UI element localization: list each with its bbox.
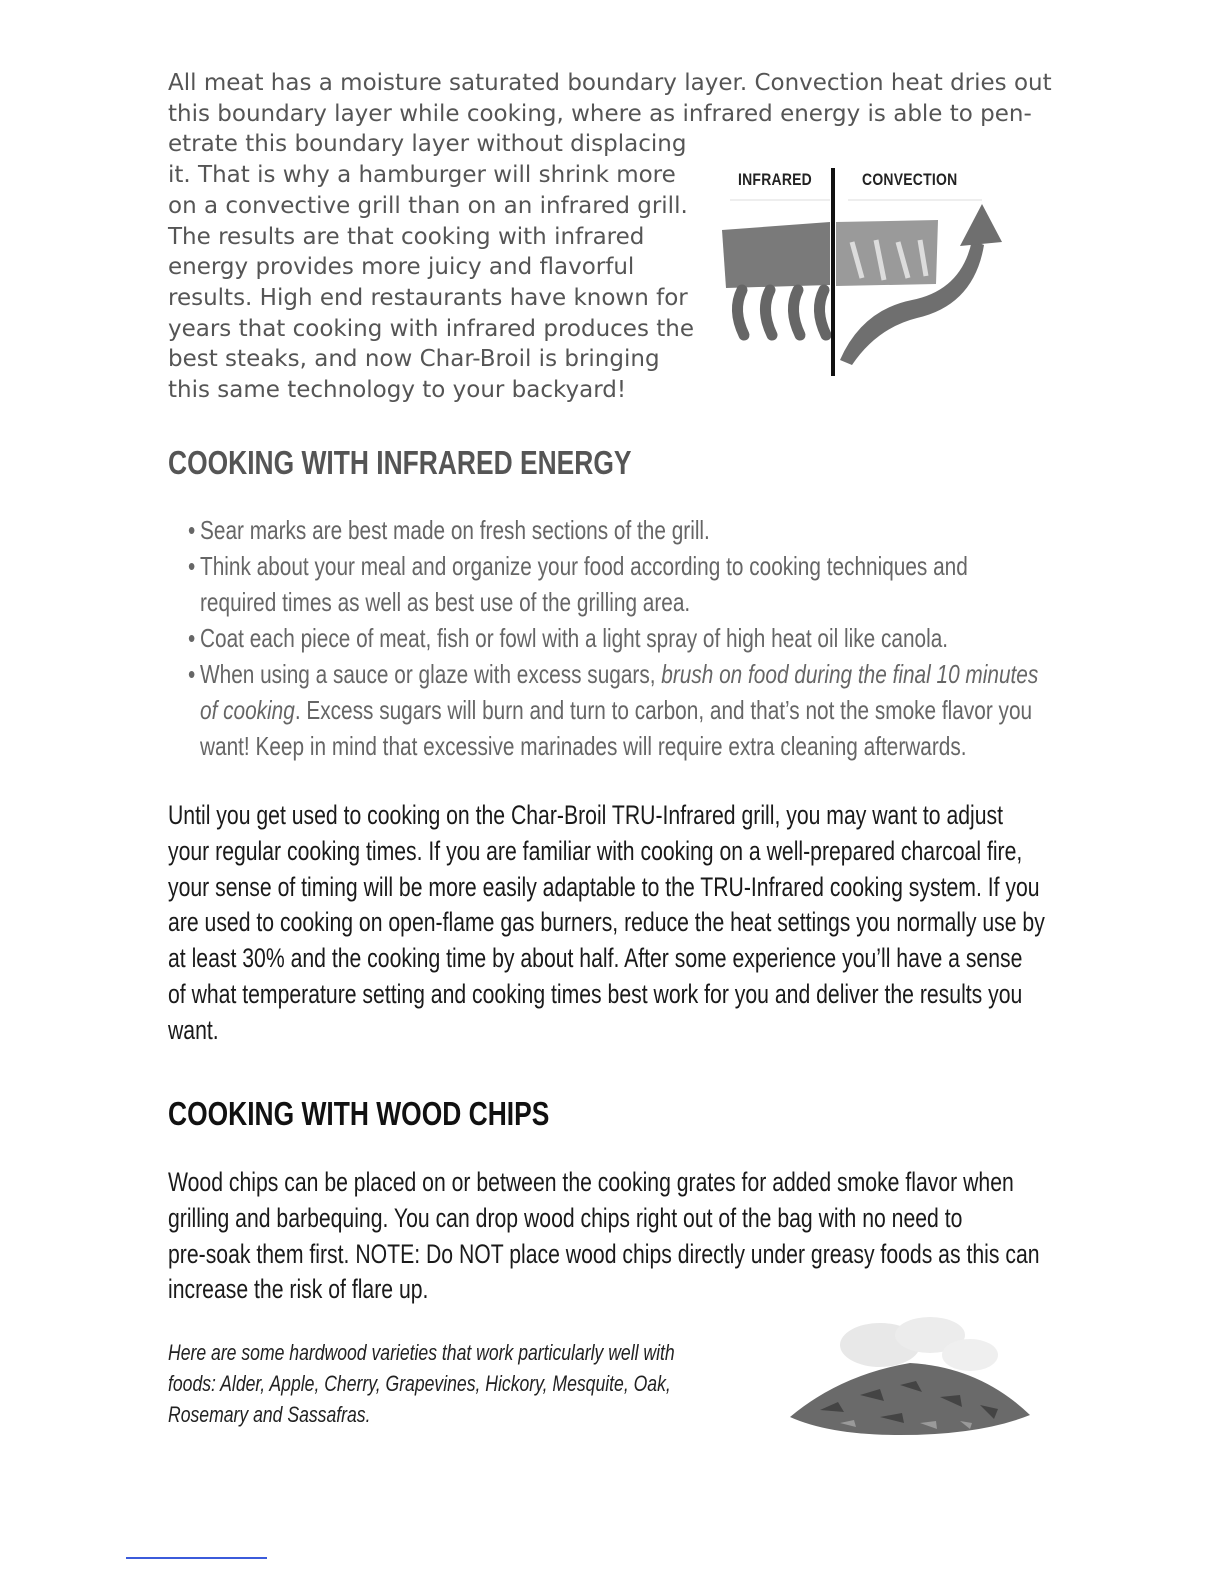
heat-illustration [712, 160, 1012, 380]
infrared-wave-icon [819, 290, 826, 335]
list-item-text: . Excess sugars will burn and turn to carbon, and that’s not the smoke flavor you [294, 695, 1033, 725]
paragraph-line: want. [168, 1014, 219, 1045]
wood-chip-pile [790, 1363, 1030, 1435]
intro-line: it. That is why a hamburger will shrink more [168, 162, 676, 189]
infrared-vs-convection-diagram [712, 160, 1012, 380]
paragraph-line: your sense of timing will be more easily adaptable to the TRU-Infrared cooking system. If you [168, 871, 1040, 902]
emphasis-text: brush on food during the final 10 minutes [661, 659, 1039, 689]
paragraph-line: pre-soak them first. NOTE: Do NOT place wood chips directly under greasy foods as this can [168, 1238, 1040, 1269]
list-item [188, 656, 1038, 692]
infrared-wave-icon [765, 290, 772, 335]
paragraph-line: your regular cooking times. If you are familiar with cooking on a well-prepared charcoal fire, [168, 835, 1023, 866]
infrared-wave-icon [793, 290, 800, 335]
convection-label: CONVECTION [862, 170, 958, 189]
list-item-continuation [188, 692, 1038, 728]
list-item-text: Sear marks are best made on fresh sections of the grill. [200, 515, 710, 545]
intro-line: energy provides more juicy and flavorful [168, 254, 635, 281]
bullet-icon: • [188, 551, 196, 581]
note-line: Here are some hardwood varieties that work particularly well with [168, 1340, 675, 1365]
intro-line: best steaks, and now Char-Broil is bringing [168, 346, 660, 373]
hardwood-varieties-note [168, 1337, 675, 1430]
tips-list [188, 512, 1038, 764]
intro-line: The results are that cooking with infrared [168, 223, 645, 250]
emphasis-text: of cooking [200, 695, 295, 725]
smoke-cloud [942, 1339, 998, 1371]
list-item [188, 512, 1038, 548]
paragraph-line: at least 30% and the cooking time by about half. After some experience you’ll have a sense [168, 943, 1023, 974]
list-item-continuation: want! Keep in mind that excessive marinades will require extra cleaning afterwards. [200, 731, 967, 761]
intro-line: on a convective grill than on an infrared grill. [168, 192, 688, 219]
list-item-continuation: required times as well as best use of the grilling area. [200, 587, 691, 617]
wood-chips-paragraph [168, 1165, 1040, 1308]
paragraph-line: increase the risk of flare up. [168, 1274, 429, 1305]
list-item [188, 548, 1038, 584]
footer-rule [126, 1557, 267, 1559]
list-item-text: Coat each piece of meat, fish or fowl with a light spray of high heat oil like canola. [200, 623, 949, 653]
infrared-wave-icon [737, 290, 744, 335]
note-line: foods: Alder, Apple, Cherry, Grapevines, Hickory, Mesquite, Oak, [168, 1371, 671, 1396]
divider-bar [831, 168, 835, 376]
meat-infrared-side [722, 222, 830, 288]
intro-line: years that cooking with infrared produces the [168, 315, 694, 342]
list-item-text: Think about your meal and organize your food according to cooking techniques and [200, 551, 968, 581]
arrow-head-icon [960, 204, 1002, 246]
intro-line: results. High end restaurants have known for [168, 284, 688, 311]
infrared-label: INFRARED [738, 170, 812, 189]
list-item [188, 620, 1038, 656]
intro-line: All meat has a moisture saturated boundary layer. Convection heat dries out [168, 70, 1052, 96]
note-line: Rosemary and Sassafras. [168, 1402, 371, 1427]
list-item-text: When using a sauce or glaze with excess sugars, [200, 659, 662, 689]
intro-line: this same technology to your backyard! [168, 377, 627, 404]
paragraph-line: of what temperature setting and cooking times best work for you and deliver the results you [168, 978, 1023, 1009]
paragraph-line: grilling and barbequing. You can drop wood chips right out of the bag with no need to [168, 1202, 963, 1233]
intro-line: this boundary layer while cooking, where as infrared energy is able to pen- [168, 100, 1032, 127]
bullet-icon: • [188, 659, 196, 689]
paragraph-line: Until you get used to cooking on the Char-Broil TRU-Infrared grill, you may want to adjust [168, 800, 1004, 830]
section-heading-infrared: COOKING WITH INFRARED ENERGY [168, 444, 632, 481]
paragraph-line: Wood chips can be placed on or between the cooking grates for added smoke flavor when [168, 1167, 1014, 1197]
wood-chips-image [780, 1305, 1040, 1450]
intro-line: etrate this boundary layer without displacing [168, 131, 687, 158]
bullet-icon: • [188, 515, 196, 545]
paragraph-line: are used to cooking on open-flame gas burners, reduce the heat settings you normally use by [168, 907, 1045, 938]
bullet-icon: • [188, 623, 196, 653]
section-heading-wood-chips: COOKING WITH WOOD CHIPS [168, 1095, 550, 1132]
cooking-times-paragraph [168, 798, 1045, 1049]
